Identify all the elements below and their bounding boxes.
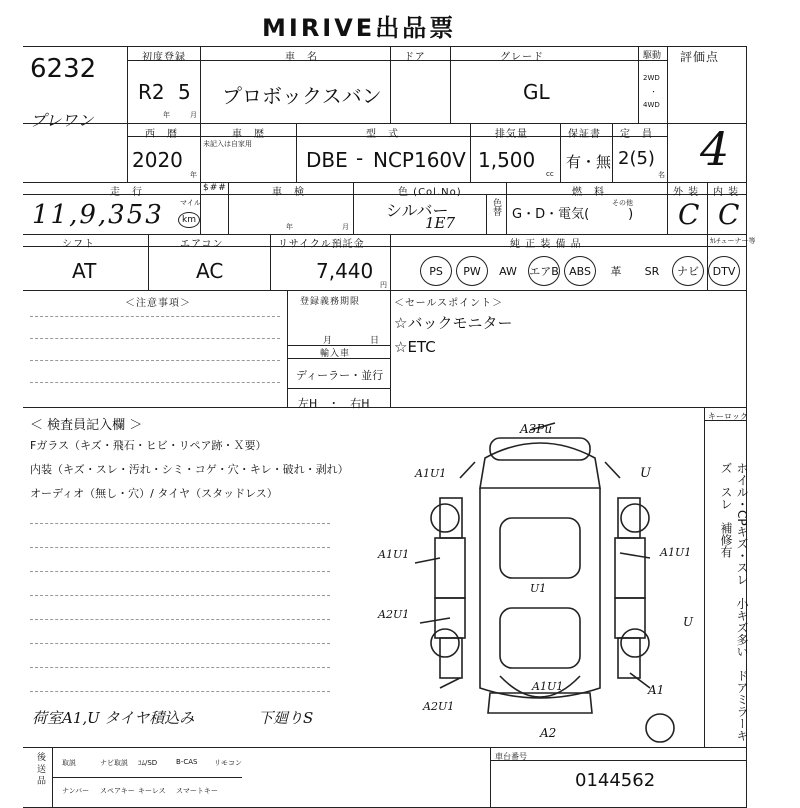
color-change-label: 色替 bbox=[491, 198, 501, 216]
diagram-u: U bbox=[683, 615, 694, 629]
history-label: 車 歴 bbox=[232, 129, 265, 140]
inspection-line-2: 内装（キズ・スレ・汚れ・シミ・コゲ・穴・キレ・破れ・剥れ） bbox=[30, 463, 349, 476]
diagram-u-center: U1 bbox=[530, 582, 547, 595]
footer-item-top: ｺﾑ/SD bbox=[138, 759, 158, 767]
door-label: ドア bbox=[404, 52, 426, 63]
eval-score-hand: 4 bbox=[700, 122, 730, 176]
mileage-label: 走 行 bbox=[110, 187, 143, 198]
inspection-line-3: オーディオ（無し・穴）/ タイヤ（スタッドレス） bbox=[30, 487, 278, 500]
diagram-a3pu: A3Pu bbox=[520, 422, 553, 436]
capacity-label: 定 員 bbox=[620, 129, 653, 140]
first-reg-era: R2 bbox=[138, 80, 165, 104]
tuner-label: ｶﾚﾁューナー等 bbox=[710, 237, 756, 245]
grade-value: GL bbox=[523, 80, 550, 104]
fuel-other: その他 bbox=[612, 199, 633, 207]
diagram-a2u-left-bottom: A2U1 bbox=[423, 700, 455, 713]
warranty-value: 有・無 bbox=[566, 153, 612, 171]
color-number: 1E7 bbox=[425, 214, 456, 232]
footer-item-bottom: スマートキー bbox=[176, 787, 218, 795]
footer-item-bottom: キーレス bbox=[138, 787, 166, 795]
footer-item-top: B-CAS bbox=[176, 758, 198, 766]
inspection-line-1: Fガラス（キズ・飛石・ヒビ・リペア跡・Ｘ要） bbox=[30, 439, 267, 452]
km-badge: km bbox=[178, 212, 200, 228]
handwritten-body-type: プレワン bbox=[30, 111, 94, 130]
sales-point-2: ☆ETC bbox=[394, 338, 436, 356]
footer-item-bottom: ナンバー bbox=[62, 787, 90, 795]
year-unit: 年 bbox=[163, 111, 170, 119]
deadline-day: 日 bbox=[370, 336, 380, 346]
color-label: 色 (Col.No) bbox=[398, 187, 462, 198]
first-reg-month: 5 bbox=[178, 80, 191, 104]
lot-number: 6232 bbox=[30, 54, 97, 84]
equipment-item: SR bbox=[644, 264, 660, 278]
footer-item-bottom: スペアキー bbox=[100, 787, 135, 795]
equipment-item: エアB bbox=[528, 256, 560, 286]
car-name: プロボックスバン bbox=[222, 84, 382, 108]
month-unit: 月 bbox=[190, 111, 197, 119]
footer-item-top: ナビ取説 bbox=[100, 759, 128, 767]
fuel-label: 燃 料 bbox=[572, 187, 605, 198]
model-label: 型 式 bbox=[366, 129, 399, 140]
exterior-grade-hand: C bbox=[678, 198, 700, 231]
key-lock-label: キーロック bbox=[708, 412, 748, 421]
inspection-label: 車 検 bbox=[272, 187, 305, 198]
recycle-label: リサイクル預託金 bbox=[278, 239, 365, 250]
displacement-value: 1,500 bbox=[478, 148, 536, 172]
import-dealer: ディーラー・並行 bbox=[296, 369, 384, 382]
equipment-item: AW bbox=[499, 264, 517, 278]
inspection-hand-bottom-2: 下廻りS bbox=[258, 709, 314, 727]
diagram-a1u-left-mid: A1U1 bbox=[378, 548, 410, 561]
footer-item-top: 取説 bbox=[62, 759, 76, 767]
equipment-item: PW bbox=[456, 256, 488, 286]
model-prefix: DBE bbox=[306, 148, 348, 172]
diagram-a2u-left: A2U1 bbox=[378, 608, 410, 621]
diagram-a1u-right-mid: A1U1 bbox=[660, 546, 692, 559]
shift-value: AT bbox=[72, 259, 97, 283]
inspection-tsuki: 月 bbox=[342, 223, 349, 231]
drive-label: 駆動 bbox=[643, 51, 662, 61]
year-label: 西 暦 bbox=[145, 129, 178, 140]
model-dash: - bbox=[356, 146, 364, 170]
footer-item-top: リモコン bbox=[214, 759, 242, 767]
recycle-value: 7,440 bbox=[316, 259, 374, 283]
exterior-label: 外 装 bbox=[673, 187, 700, 198]
yen-unit: 円 bbox=[380, 281, 387, 289]
chassis-number: 0144562 bbox=[575, 770, 656, 791]
import-label: 輸入車 bbox=[320, 349, 351, 359]
steering-side: 左H ・ 右H bbox=[298, 397, 370, 410]
ac-value: AC bbox=[196, 259, 224, 283]
diagram-a1u-left-top: A1U1 bbox=[415, 467, 447, 480]
deadline-label: 登録義務期限 bbox=[300, 297, 361, 307]
equipment-item: ナビ bbox=[672, 256, 704, 286]
diagram-u-right-top: U bbox=[640, 466, 651, 481]
side-vertical-notes: ホイル・CPキズ・スレ 小キズ多い ドアミラーキズ スレ 補修有 bbox=[719, 462, 749, 742]
capacity-value: 2(5) bbox=[618, 148, 655, 169]
page-title: MIRIVE出品票 bbox=[262, 14, 457, 42]
sales-points-label: ＜セールスポイント＞ bbox=[394, 298, 504, 309]
inspection-label: ＜ 検査員記入欄 ＞ bbox=[30, 418, 143, 433]
capacity-unit: 名 bbox=[658, 171, 665, 179]
sales-point-1: ☆バックモニター bbox=[394, 314, 513, 332]
mileage-sub: マイル bbox=[180, 199, 201, 207]
first-reg-label: 初度登録 bbox=[142, 52, 186, 63]
inspection-nen: 年 bbox=[286, 223, 293, 231]
eval-label: 評価点 bbox=[680, 50, 720, 64]
diagram-a1-right: A1 bbox=[648, 683, 665, 697]
equipment-item: PS bbox=[420, 256, 452, 286]
mileage-hand: 11,9,353 bbox=[32, 200, 164, 230]
history-sub: 未記入は自家用 bbox=[203, 140, 252, 148]
footer-row-label: 後 送 品 bbox=[35, 752, 45, 785]
caution-label: ＜注意事項＞ bbox=[125, 298, 191, 309]
meter-label: $## bbox=[203, 183, 227, 193]
equipment-item: ABS bbox=[564, 256, 596, 286]
diagram-a2-bottom: A2 bbox=[540, 726, 557, 740]
displacement-unit: cc bbox=[546, 170, 554, 178]
equipment-item: DTV bbox=[708, 256, 740, 286]
interior-label: 内 装 bbox=[713, 187, 740, 198]
deadline-month: 月 bbox=[323, 336, 333, 346]
car-name-label: 車 名 bbox=[285, 52, 318, 63]
ac-label: エアコン bbox=[180, 239, 224, 250]
year-value: 2020 bbox=[132, 148, 183, 172]
model-value: NCP160V bbox=[373, 148, 466, 172]
grade-label: グレード bbox=[500, 52, 544, 63]
chassis-label: 車台番号 bbox=[495, 752, 527, 761]
drive-4wd: 4WD bbox=[643, 101, 660, 109]
drive-2wd: 2WD bbox=[643, 74, 660, 82]
displacement-label: 排気量 bbox=[495, 129, 528, 140]
equipment-label: 純 正 装 備 品 bbox=[510, 239, 582, 250]
inspection-hand-bottom-1: 荷室A1,U タイヤ積込み bbox=[32, 709, 195, 727]
year-unit-2: 年 bbox=[190, 171, 197, 179]
warranty-label: 保証書 bbox=[568, 129, 601, 140]
interior-grade-hand: C bbox=[718, 198, 740, 231]
diagram-a1u-rear: A1U1 bbox=[532, 680, 564, 693]
color-value: シルバー bbox=[386, 201, 449, 220]
fuel-value: G・D・電気( ) bbox=[512, 207, 634, 222]
drive-sep: ・ bbox=[650, 88, 657, 96]
shift-label: シフト bbox=[62, 239, 95, 250]
equipment-item: 革 bbox=[610, 265, 622, 278]
